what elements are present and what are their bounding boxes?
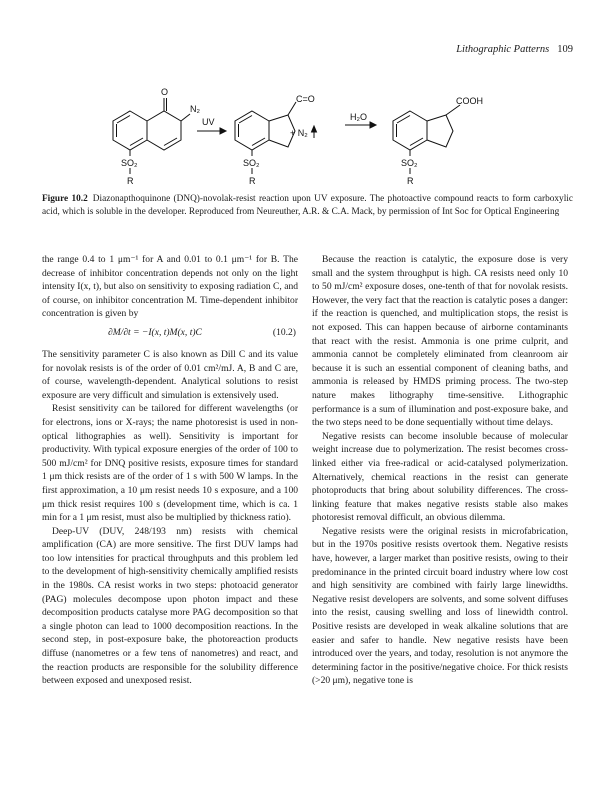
nitrogen-release-label: + N₂ — [290, 128, 308, 138]
left-paragraph-3: Resist sensitivity can be tailored for different wavelengths (or for electrons, ions or X-rays; the name photoresist is used in non-optical lithographies as well). Sensitivity is important for productivity. With typical exposure energies of the order of 100 to 500 mJ/cm² for DNQ positive resists, exposure times for standard 1 μm thick resists are of the order of 1 s with 500 W lamps. In the first approximation, a 10 μm resist needs 10 s exposure, and a 100 μm thick resist requires 100 s (development time, which is ca. 1 min for a 1 μm resist, must also be multiplied by thickness ratio). — [42, 403, 298, 524]
running-head — [456, 44, 573, 55]
left-paragraph-1: the range 0.4 to 1 μm⁻¹ for A and 0.01 to 0.1 μm⁻¹ for B. The decrease of inhibitor concentration depends not only on the light intensity I(x, t), but also on sensitivity to exposing radiation C, and of course, on inhibitor concentration M. Time-dependent inhibitor concentration is given by — [42, 254, 298, 320]
figure-caption — [42, 193, 573, 218]
running-title: Lithographic Patterns — [456, 44, 550, 55]
carboxyl-label: COOH — [456, 96, 483, 106]
water-label: H₂O — [350, 112, 367, 122]
r-group-label-3: R — [407, 176, 414, 186]
figure-label: Figure 10.2 — [42, 194, 88, 204]
ketene-label: C=O — [296, 94, 315, 104]
sulfonyl-label-2: SO₂ — [243, 158, 260, 168]
figure-caption-text: Diazonapthoquinone (DNQ)-novolak-resist reaction upon UV exposure. The photoactive compound reacts to form carboxylic acid, which is soluble in the developer. Reproduced from Neureuther, A.R. & C.A. Mack, by permission of Int Soc for Optical Engineering — [42, 194, 573, 217]
left-paragraph-2: The sensitivity parameter C is also known as Dill C and its value for novolak resists is of the order of 0.01 cm²/mJ. A, B and C are, of course, wavelength-dependent. Analytical solutions to resist exposure are very difficult and simulation is extensively used. — [42, 348, 298, 401]
right-paragraph-2: Negative resists can become insoluble because of molecular weight increase due to polymerization. The resist becomes cross-linked either via free-radical or acid-catalysed polymerization. Alternatively, chemical reactions in the resist can generate photoproducts that bring about solubility differences. The cross-linking feature that makes negative resists stable also makes photoresist removal difficult, an obvious dilemma. — [312, 430, 568, 524]
r-group-label-2: R — [249, 176, 256, 186]
page-header — [42, 44, 573, 58]
equation-number: (10.2) — [272, 326, 296, 338]
diazo-group-label: N₂ — [190, 104, 200, 114]
reaction-scheme-figure — [100, 76, 540, 188]
r-group-label-1: R — [127, 176, 134, 186]
right-column — [312, 253, 568, 688]
uv-arrow-label: UV — [202, 117, 215, 127]
ketone-oxygen-label: O — [161, 87, 169, 97]
equation-expression: ∂M/∂t = −I(x, t)M(x, t)C — [108, 326, 202, 338]
left-paragraph-4: Deep-UV (DUV, 248/193 nm) resists with chemical amplification (CA) are more sensitive. The first DUV lamps had too low intensities for practical throughputs and this problem led to the development of high-sensitivity chemically amplified resists in the 1980s. CA resist works in two steps: photoacid generator (PAG) molecules decompose upon photon impact and these decomposition products catalyse more PAG decomposition so that a single photon can lead to 1000 decomposition reactions. In the second step, in post-exposure bake, the photoreaction products diffuse (nanometres or a few tens of nanometres) and react, and the reaction products are responsible for the solubility difference between exposed and unexposed resist. — [42, 525, 298, 687]
sulfonyl-label-3: SO₂ — [401, 158, 418, 168]
left-column — [42, 253, 298, 688]
page-number: 109 — [557, 44, 573, 55]
sulfonyl-label-1: SO₂ — [121, 158, 138, 168]
right-paragraph-3: Negative resists were the original resists in microfabrication, but in the 1970s positive resists overtook them. Negative resists have, however, a larger market than positive resists, owing to their predominance in the printed circuit board industry where low cost and high sensitivity are combined with fairly large linewidths. Negative resist developers are solvents, and some solvent diffuses into the resist, causing swelling and loss of linewidth control. Positive resists are developed in weak alkaline solutions that are easier and safer to handle. New negative resists have been introduced over the years, and today, resolution is not anymore the determining factor in the positive/negative choice. For thick resists (>20 μm), negative tone is — [312, 525, 568, 687]
equation-10-2 — [42, 324, 298, 342]
right-paragraph-1: Because the reaction is catalytic, the exposure dose is very small and the system throughput is high. CA resists need only 10 to 50 mJ/cm² exposure doses, one-tenth of that for novolak resists. However, the very fact that the reaction is catalytic poses a danger: if the reaction is quenched, and multiplication stops, the resist is not exposed. This can happen because of airborne contaminants that react with the resist. Ammonia is one prime culprit, and ammonia cannot be completely eliminated from cleanroom air because it is such an essential component of cleaning baths, and ammonia is released by HMDS priming process. The two-step nature makes lithography time-sensitive. Lithographic performance is a sum of illumination and post-exposure bake, and the two steps need to be done sequentially without time delays. — [312, 254, 568, 429]
reaction-scheme — [100, 76, 540, 188]
